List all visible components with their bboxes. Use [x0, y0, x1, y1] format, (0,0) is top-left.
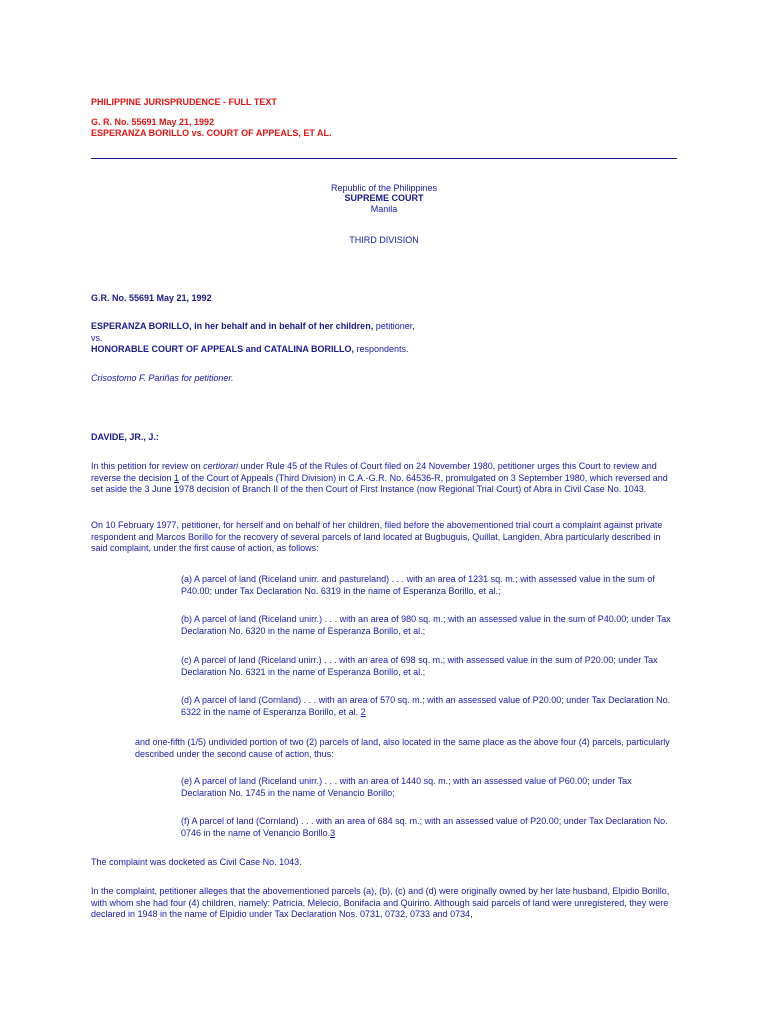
gr-number: G.R. No. 55691 May 21, 1992 [91, 293, 212, 303]
petitioner-line [91, 321, 679, 333]
respondent-name: HONORABLE COURT OF APPEALS and CATALINA BORILLO, [91, 344, 354, 354]
header-case-number: G. R. No. 55691 May 21, 1992 [91, 117, 215, 127]
paragraph-2: On 10 February 1977, petitioner, for herself and on behalf of her children, filed before the abovementioned trial court a complaint against private respondent and Marcos Borillo for the recovery of several parcels of land located at Bugbuguis, Quillat, Langiden, Abra particularly described in said complaint, under the first cause of action, as follows: [91, 520, 663, 554]
versus: vs. [91, 333, 103, 343]
counsel-text: Crisostomo F. Pariñas for petitioner. [91, 373, 234, 383]
header-divider [91, 158, 677, 159]
court-name: SUPREME COURT [344, 193, 424, 203]
footnote-3-link[interactable]: 3 [330, 827, 336, 838]
header-case-title: ESPERANZA BORILLO vs. COURT OF APPEALS, ET AL. [91, 128, 332, 138]
petitioner-name: ESPERANZA BORILLO, in her behalf and in behalf of her children, [91, 321, 374, 331]
parcel-f: (f) A parcel of land (Cornland) . . . with an area of 684 sq. m.; with an assessed value of P20.00; under Tax Declaration No. 0746 in the name of Venancio Borillo.3 [181, 816, 668, 838]
court-division: THIRD DIVISION [349, 235, 419, 245]
respondent-role: respondents. [354, 344, 409, 354]
paragraph-4: The complaint was docketed as Civil Case No. 1043. [91, 857, 302, 867]
paragraph-1: In this petition for review on certiorari under Rule 45 of the Rules of Court filed on 24 November 1980, petitioner urges this Court to review and reverse the decision 1 of the Court of Appeals (Third Division) in C.A.-G.R. No. 64536-R, promulgated on 3 September 1980, which reversed and set aside the 3 June 1978 decision of Branch II of the then Court of First Instance (now Regional Trial Court) of Abra in Civil Case No. 1043. [91, 461, 668, 495]
paragraph-3: and one-fifth (1/5) undivided portion of two (2) parcels of land, also located in the same place as the above four (4) parcels, particularly described under the second cause of action, thus: [135, 737, 670, 759]
counsel [91, 373, 679, 385]
parcel-a: (a) A parcel of land (Riceland unirr. and pastureland) . . . with an area of 1231 sq. m.; with assessed value in the sum of P40.00; under Tax Declaration No. 6319 in the name of Esperanza Borillo, et al.; [181, 574, 655, 596]
petitioner-role: petitioner, [373, 321, 415, 331]
footnote-1-link[interactable]: 1 [174, 472, 180, 483]
court-republic: Republic of the Philippines [330, 183, 438, 193]
paragraph-5: In the complaint, petitioner alleges that the abovementioned parcels (a), (b), (c) and (d) were originally owned by her late husband, Elpidio Borillo, with whom she had four (4) children, namely: Patricia, Melecio, Bonifacia and Quirino. Although said parcels of land were unregistered, they were declared in 1948 in the name of Elpidio under Tax Declaration Nos. 0731, 0732, 0733 and 0734, [91, 886, 670, 920]
certiorari-italic: certiorari [203, 461, 239, 471]
court-city: Manila [370, 204, 398, 214]
ponente: DAVIDE, JR., J.: [91, 432, 159, 442]
parcel-b: (b) A parcel of land (Riceland unirr.) . . . with an area of 980 sq. m.; with an assessed value in the sum of P40.00; under Tax Declaration No. 6320 in the name of Esperanza Borillo, et al.; [181, 614, 671, 636]
parcel-e: (e) A parcel of land (Riceland unirr.) . . . with an area of 1440 sq. m.; with an assessed value of P60.00; under Tax Declaration No. 1745 in the name of Venancio Borillo; [181, 776, 632, 798]
respondent-line [91, 344, 679, 356]
footnote-2-link[interactable]: 2 [360, 706, 366, 717]
parcel-c: (c) A parcel of land (Riceland unirr.) . . . with an area of 698 sq. m.; with assessed value in the sum of P20.00; under Tax Declaration No. 6321 in the name of Esperanza Borillo, et al.; [181, 655, 658, 677]
parcel-d: (d) A parcel of land (Cornland) . . . with an area of 570 sq. m.; with an assessed value of P20.00; under Tax Declaration No. 6322 in the name of Esperanza Borillo, et al. 2 [181, 695, 671, 717]
site-title: PHILIPPINE JURISPRUDENCE - FULL TEXT [91, 97, 277, 107]
